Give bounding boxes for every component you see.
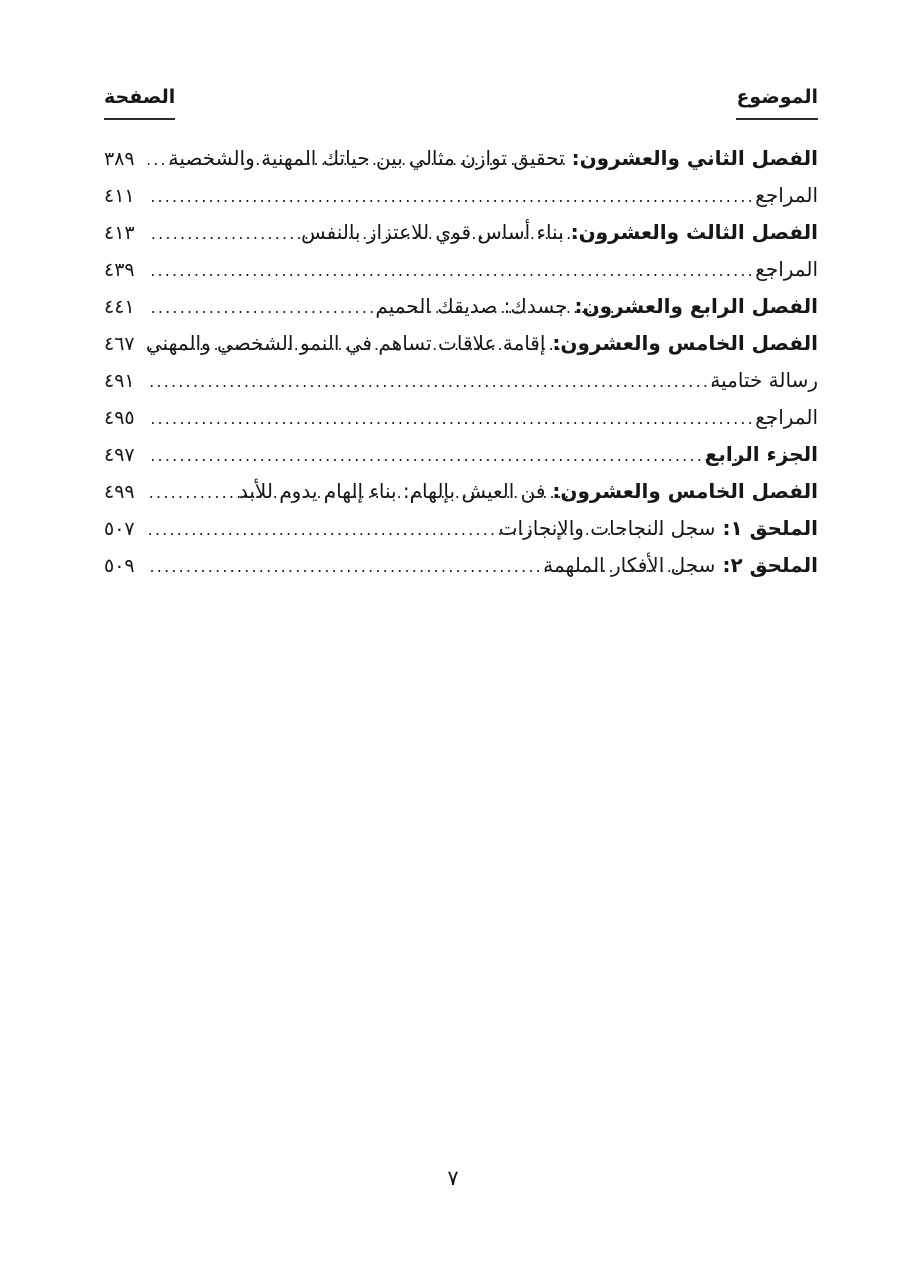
toc-entry-title	[755, 257, 818, 281]
dot-leader	[148, 405, 777, 429]
toc-entry-title-bold: الملحق ١:	[722, 516, 818, 540]
toc-entry-page-number: ٤٤١	[104, 296, 135, 318]
toc-row	[104, 553, 818, 590]
dot-leader	[148, 553, 681, 577]
toc-row	[104, 442, 818, 479]
dot-leader	[148, 257, 777, 281]
toc-entry-title	[710, 368, 818, 392]
toc-entry-title-text: المراجع	[755, 183, 818, 207]
toc-entry-title-bold: الملحق ٢:	[722, 553, 818, 577]
toc-entry-title-bold: الفصل الخامس والعشرون:	[552, 331, 818, 355]
toc-entry-page-number: ٤٩٩	[104, 481, 135, 503]
toc-entry-page-number: ٤٩١	[104, 370, 135, 392]
toc-row	[104, 294, 818, 331]
dot-leader	[148, 442, 748, 466]
toc-entry-title-text: المراجع	[755, 405, 818, 429]
toc-entry-page-number: ٣٨٩	[104, 148, 135, 170]
toc-entry-title-bold: الفصل الثالث والعشرون:	[570, 220, 818, 244]
toc-entry-title	[301, 220, 818, 244]
dot-leader	[148, 479, 586, 503]
toc-entry-page-number: ٤٦٧	[104, 333, 135, 355]
toc-entry-title-text: رسالة ختامية	[710, 368, 818, 392]
folio-page-number: ٧	[447, 1166, 459, 1190]
toc-entry-title-text: المراجع	[755, 257, 818, 281]
toc-entry-title-text: سجل الأفكار الملهمة	[543, 553, 716, 577]
toc-entry-title	[755, 405, 818, 429]
toc-entry-page-number: ٤٩٧	[104, 444, 135, 466]
toc-row	[104, 368, 818, 405]
dot-leader	[148, 220, 603, 244]
toc-entry-title	[168, 146, 818, 170]
dot-leader	[148, 294, 624, 318]
toc-entry-title	[543, 553, 818, 577]
toc-entry-title-text: سجل النجاحات والإنجازات	[498, 516, 716, 540]
toc-entry-title-text: تحقيق توازن مثالي بين حياتك المهنية والشخصية	[168, 146, 565, 170]
dot-leader	[148, 516, 665, 540]
toc-entry-title-bold: الجزء الرابع	[704, 442, 818, 466]
page-column-header: الصفحة	[104, 86, 175, 120]
subject-column-header: الموضوع	[736, 86, 818, 120]
toc-entry-title-text: بناء أساس قوي للاعتزاز بالنفس	[301, 220, 564, 244]
toc-row	[104, 220, 818, 257]
dot-leader	[145, 331, 563, 355]
toc-entry-title	[704, 442, 818, 466]
toc-entry-title-text: جسدك: صديقك الحميم	[375, 294, 568, 318]
toc-row	[104, 183, 818, 220]
page-footer	[0, 1166, 906, 1190]
toc-entry-title-bold: الفصل الخامس والعشرون:	[552, 479, 818, 503]
toc-row	[104, 257, 818, 294]
toc-list	[104, 146, 818, 590]
toc-entry-page-number: ٤٩٥	[104, 407, 135, 429]
toc-row	[104, 146, 818, 183]
dot-leader	[148, 183, 777, 207]
toc-entry-title-text: فن العيش بإلهام: بناء إلهام يدوم للأبد	[238, 479, 546, 503]
toc-entry-title-bold: الفصل الثاني والعشرون:	[571, 146, 818, 170]
toc-entry-title	[145, 331, 818, 355]
toc-entry-title-text: إقامة علاقات تساهم في النمو الشخصي والمهني	[145, 331, 546, 355]
toc-column-headers	[104, 86, 818, 120]
toc-entry-page-number: ٥٠٩	[104, 555, 135, 577]
toc-entry-title-bold: الفصل الرابع والعشرون:	[574, 294, 818, 318]
toc-row	[104, 516, 818, 553]
toc-entry-page-number: ٥٠٧	[104, 518, 135, 540]
dot-leader	[148, 146, 569, 170]
toc-row	[104, 331, 818, 368]
toc-entry-page-number: ٤٣٩	[104, 259, 135, 281]
toc-entry-title	[498, 516, 818, 540]
toc-row	[104, 405, 818, 442]
toc-entry-page-number: ٤١١	[104, 185, 135, 207]
toc-entry-title	[238, 479, 818, 503]
toc-entry-page-number: ٤١٣	[104, 222, 135, 244]
toc-row	[104, 479, 818, 516]
dot-leader	[148, 368, 754, 392]
toc-entry-title	[375, 294, 818, 318]
toc-entry-title	[755, 183, 818, 207]
